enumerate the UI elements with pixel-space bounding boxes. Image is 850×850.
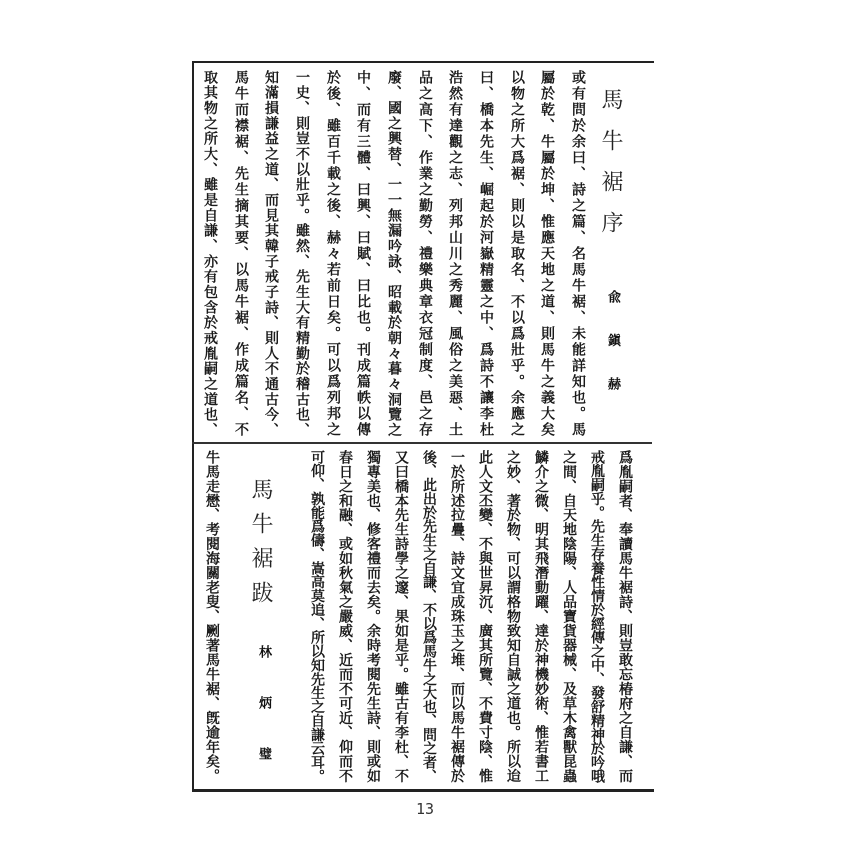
text-column: 一史、則豈不以壯乎。雖然、先生大有精勤於稽古也、	[294, 70, 310, 438]
text-column: 知滿損謙益之道、而見其韓子戒子詩、則人不通古今、	[263, 70, 279, 438]
text-column: 之間、自天地陰陽、人品寶貨器械、及草木禽獸昆蟲	[561, 450, 577, 783]
preface-author: 兪鎭赫	[605, 290, 620, 390]
text-column: 屬於乾、牛屬於坤、惟應天地之道、則馬牛之義大矣	[539, 70, 555, 438]
text-column: 戒胤嗣乎。先生存養性情於經傳之中、發舒精神於吟哦	[589, 450, 605, 783]
text-column: 中、而有三體、曰興、曰賦、曰比也。刊成篇帙以傳	[355, 70, 371, 438]
text-column: 此人文丕變、不與世昇沉、廣其所覽、不費寸陰、惟	[477, 450, 493, 783]
postscript-author: 林炳璧	[256, 645, 271, 760]
text-column: 牛馬走懋、考閱海關老叟、劂著馬牛裾、旣逾年矣。	[204, 450, 220, 783]
text-column: 爲胤嗣者、奉讀馬牛裾詩、則豈敢忘椿府之自謙、而	[617, 450, 633, 783]
text-column: 取其物之所大、雖是自謙、亦有包含於戒胤嗣之道也、	[202, 70, 218, 438]
section-divider	[192, 442, 652, 444]
preface-title: 馬牛裾序	[598, 88, 623, 233]
text-column: 鱗介之微、明其飛潛動躍、達於神機妙術、惟若書工	[533, 450, 549, 783]
text-column: 浩然有達觀之志、列邦山川之秀麗、風俗之美惡、土	[447, 70, 463, 438]
text-column: 一於所述拉疊、詩文宜成珠玉之堆、而以馬牛裾傳於	[449, 450, 465, 783]
page-number: 13	[415, 800, 435, 818]
text-column: 之妙、著於物、可以謂格物致知自誠之道也。所以迨	[505, 450, 521, 783]
text-column: 或有問於余曰、詩之篇、名馬牛裾、未能詳知也。馬	[570, 70, 586, 438]
text-column: 於後、雖百千載之後、赫々若前日矣。可以爲列邦之	[325, 70, 341, 438]
text-column: 可仰、孰能爲儔、嵩高莫追、所以知先生之自謙云耳。	[309, 450, 325, 783]
postscript-title: 馬牛裾跋	[248, 478, 273, 603]
text-column: 馬牛而襟裾、先生摘其要、以馬牛裾、作成篇名、不	[233, 70, 249, 438]
text-column: 曰、橋本先生、崛起於河嶽精靈之中、爲詩不讓李杜	[478, 70, 494, 438]
text-column: 品之高下、作業之勤勞、禮樂典章衣冠制度、邑之存	[417, 70, 433, 438]
text-column: 春日之和融、或如秋氣之嚴威、近而不可近、仰而不	[337, 450, 353, 783]
text-column: 獨專美也、修客禮而去矣。余時考閱先生詩、則或如	[365, 450, 381, 783]
text-column: 後、此出於先生之自謙、不以爲馬牛之大也、問之者、	[421, 450, 437, 783]
text-column: 廢、國之興替、一一無漏吟詠、昭載於朝々暮々洞覽之	[386, 70, 402, 438]
text-column: 又曰橋本先生詩學之邃、果如是乎。雖古有李杜、不	[393, 450, 409, 783]
text-column: 以物之所大爲裾、則以是取名、不以爲壯乎。余應之	[509, 70, 525, 438]
